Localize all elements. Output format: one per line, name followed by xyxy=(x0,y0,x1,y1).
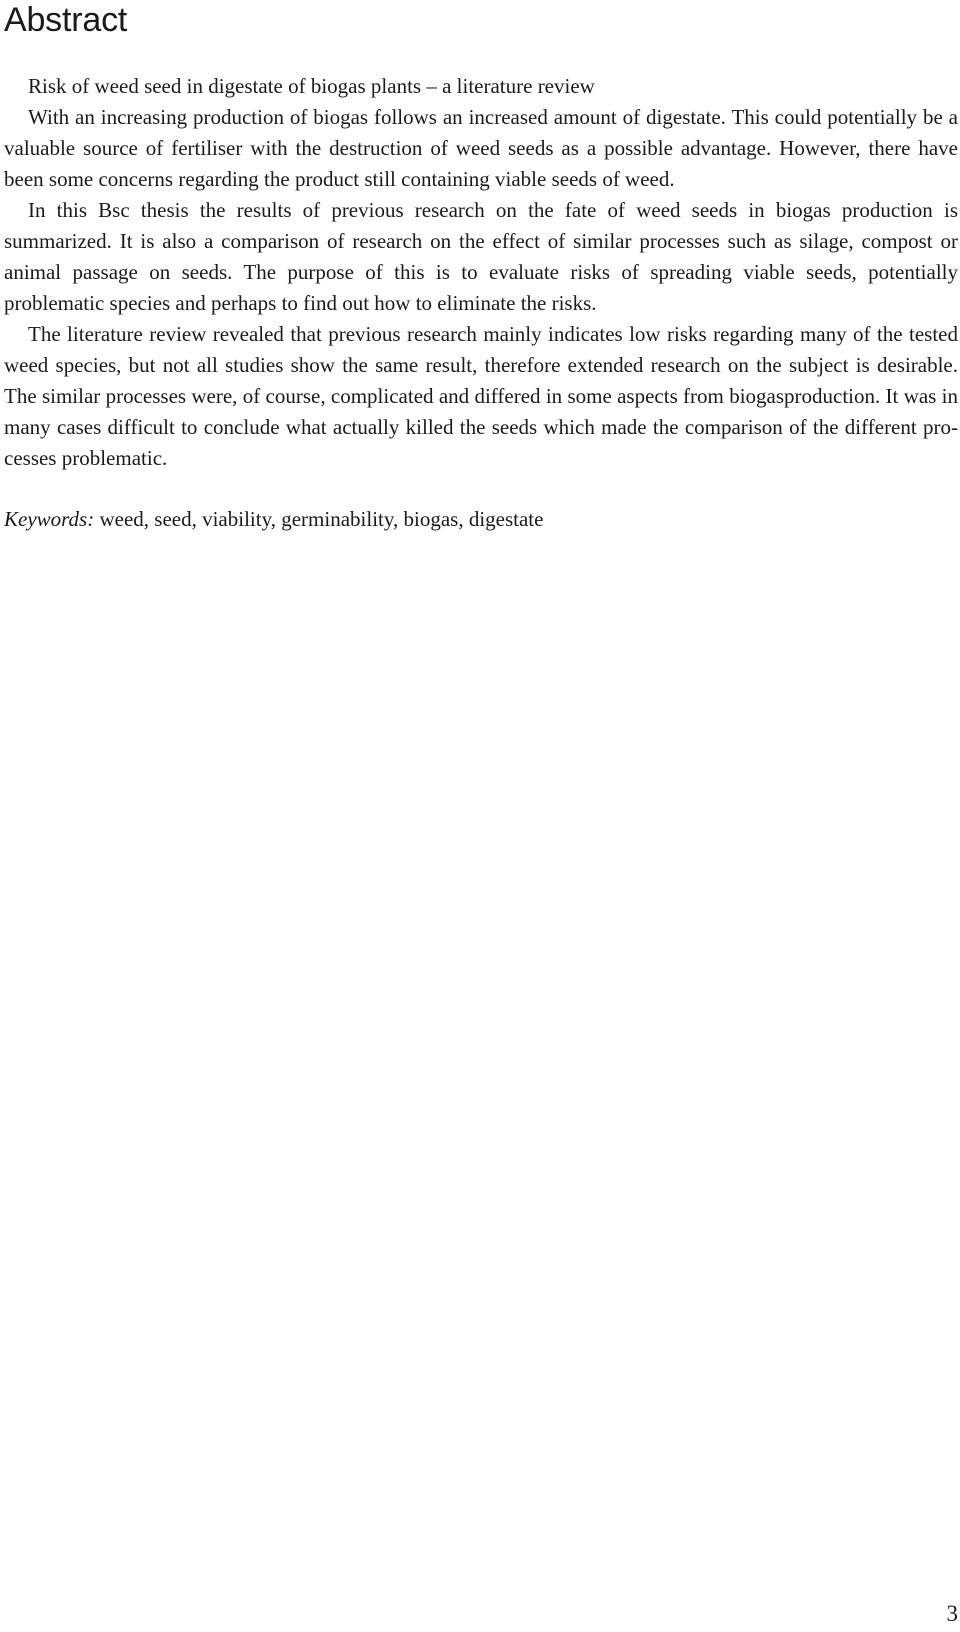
page-heading: Abstract xyxy=(4,1,128,39)
page-number: 3 xyxy=(946,1601,958,1626)
keywords-line xyxy=(4,504,958,535)
keywords-list: weed, seed, viability, germinability, biogas, digestate xyxy=(94,507,544,531)
keywords-label: Keywords: xyxy=(4,507,95,531)
abstract-paragraph-3: The literature review revealed that previous research mainly indicates low risks regarding many of the tested weed species, but not all studies show the same result, therefore extended research on the subject is desirable. The similar processes were, of course, complicated and differed in some aspects from biogasproduction. It was in many cases difficult to conclude what actually killed the seeds which made the comparison of the different processes problematic. xyxy=(4,322,958,470)
abstract-paragraph-1: With an increasing production of biogas follows an increased amount of digestate. This could potentially be a valuable source of fertiliser with the destruction of weed seeds as a possible advantage. However, there have been some concerns regarding the product still containing viable seeds of weed. xyxy=(4,105,958,191)
thesis-title: Risk of weed seed in digestate of biogas plants – a literature review xyxy=(28,74,595,98)
abstract-paragraph-2: In this Bsc thesis the results of previous research on the fate of weed seeds in biogas production is summarized. It is also a comparison of research on the effect of similar processes such as silage, compost or animal passage on seeds. The purpose of this is to evaluate risks of spreading viable seeds, potentially problematic species and perhaps to find out how to eliminate the risks. xyxy=(4,198,958,315)
abstract-body xyxy=(4,71,958,535)
